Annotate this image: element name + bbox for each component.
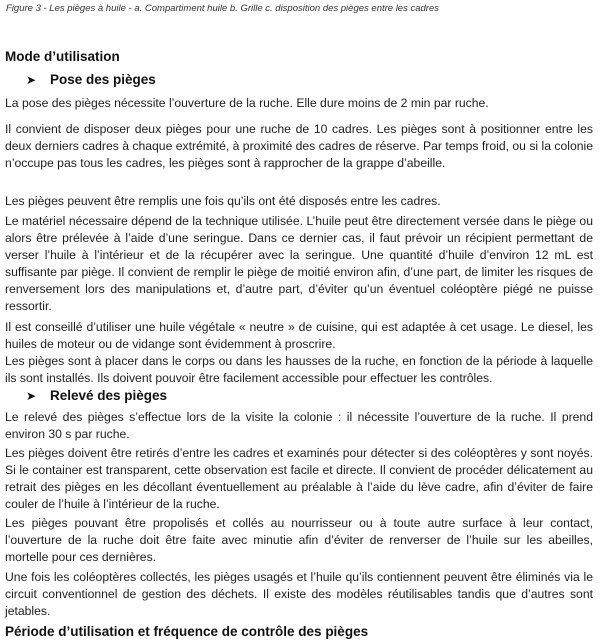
subsection-pose-label: Pose des pièges: [50, 72, 156, 87]
paragraph-5: Il est conseillé d’utiliser une huile végétale « neutre » de cuisine, qui est adaptée à cet usage. Le diesel, les huiles de moteur ou de vidange sont évidemment à proscrire.: [5, 320, 593, 351]
arrow-bullet-icon: ➤: [26, 73, 37, 87]
paragraph-4: Le matériel nécessaire dépend de la technique utilisée. L’huile peut être directement versée dans le piège ou alors être prélevée à l’aide d’une seringue. Dans ce dernier cas, il faut prévoir un récipient permettant de verser l’huile à l’intérieur et de la récupérer avec la seringue. Une quantité d’huile d’environ 12 mL est suffisante par piège. Il convient de remplir le piège de moitié environ afin, d’une part, de limiter les risques de renversement lors des manipulations et, d’autre part, d’éviter qu’un éventuel coléoptère piégé ne puisse ressortir.: [5, 214, 593, 313]
section-title-periode: Période d’utilisation et fréquence de contrôle des pièges: [5, 624, 369, 639]
paragraph-3: Les pièges peuvent être remplis une fois qu’ils ont été disposés entre les cadres.: [5, 194, 441, 208]
paragraph-8: Les pièges doivent être retirés d’entre les cadres et examinés pour détecter si des coléoptères y sont noyés. Si le container est transparent, cette observation est facile et directe. Il convient de procéder délicatement au retrait des pièges en les décollant éventuellement au préalable à l’aide du lève cadre, afin d’éviter de faire couler de l’huile à l’intérieur de la ruche.: [5, 446, 593, 511]
arrow-bullet-icon: ➤: [26, 389, 37, 403]
figure-caption: Figure 3 - Les pièges à huile - a. Compartiment huile b. Grille c. disposition des pièges entre les cadres: [6, 3, 439, 14]
subsection-pose: [26, 72, 156, 87]
subsection-releve-label: Relevé des pièges: [50, 388, 168, 403]
paragraph-6: Les pièges sont à placer dans le corps ou dans les hausses de la ruche, en fonction de la période à laquelle ils sont installés. Ils doivent pouvoir être facilement accessible pour effectuer les contrôles.: [5, 354, 593, 385]
paragraph-9: Les pièges pouvant être propolisés et collés au nourrisseur ou à toute autre surface à leur contact, l’ouverture de la ruche doit être faite avec minutie afin d’éviter de renverser de l’huile sur les abeilles, mortelle pour ces dernières.: [5, 516, 593, 564]
paragraph-1: La pose des pièges nécessite l’ouverture de la ruche. Elle dure moins de 2 min par ruche.: [5, 96, 489, 110]
paragraph-10: Une fois les coléoptères collectés, les pièges usagés et l’huile qu’ils contiennent peuvent être éliminés via le circuit conventionnel de gestion des déchets. Il existe des modèles réutilisables tandis que d’autres sont jetables.: [5, 570, 593, 618]
subsection-releve: [26, 388, 167, 403]
paragraph-2: Il convient de disposer deux pièges pour une ruche de 10 cadres. Les pièges sont à positionner entre les deux derniers cadres à chaque extrémité, à proximité des cadres de réserve. Par temps froid, ou si la colonie n’occupe pas tous les cadres, les pièges sont à rapprocher de la grappe d’abeille.: [5, 122, 593, 170]
section-title-mode: Mode d’utilisation: [5, 49, 120, 64]
paragraph-7: Le relevé des pièges s’effectue lors de la visite la colonie : il nécessite l’ouverture de la ruche. Il prend environ 30 s par ruche.: [5, 410, 593, 441]
